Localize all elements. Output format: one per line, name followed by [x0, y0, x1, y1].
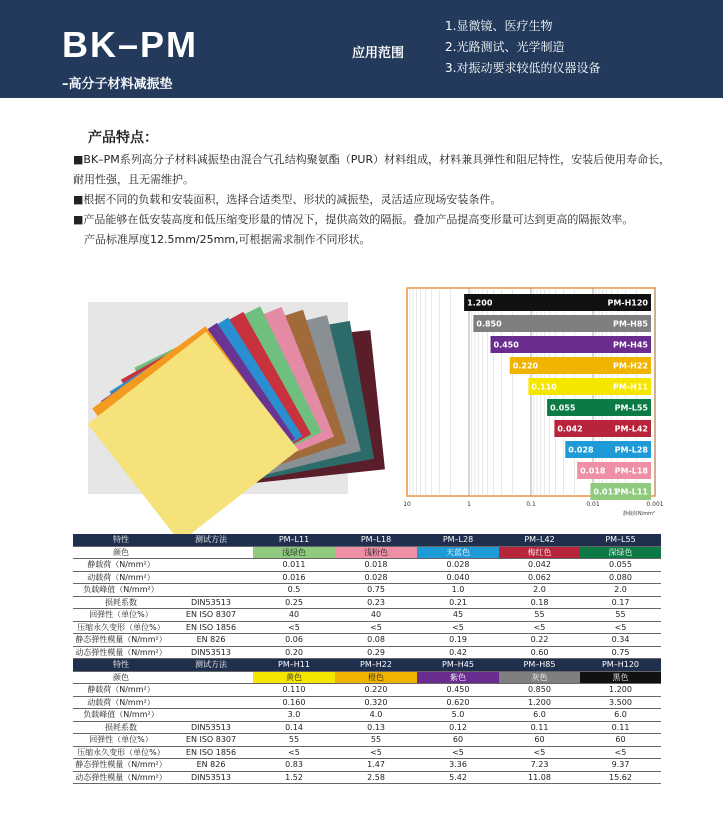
- chart-bar-name-label: PM-H120: [607, 298, 648, 308]
- table-cell: 压缩永久变形（单位%）: [73, 746, 169, 759]
- table-cell: 颜色: [73, 671, 169, 684]
- table-cell: EN ISO 8307: [169, 734, 253, 747]
- table-cell: 0.080: [580, 571, 661, 584]
- table-cell: 3.36: [417, 759, 499, 772]
- table-row: [73, 634, 661, 647]
- table-cell: <5: [335, 621, 417, 634]
- table-row: [73, 621, 661, 634]
- scope-item: 3.对振动要求较低的仪器设备: [445, 61, 601, 75]
- feature-paragraph: 产品标准厚度12.5mm/25mm,可根据需求制作不同形状。: [73, 233, 371, 246]
- table-cell: PM–L18: [335, 534, 417, 546]
- table-cell: 0.75: [580, 646, 661, 659]
- table-cell: [169, 584, 253, 597]
- table-row: [73, 746, 661, 759]
- chart-bar-name-label: PM-L42: [614, 424, 648, 434]
- table-cell: DIN53513: [169, 596, 253, 609]
- table-cell: 静载荷（N/mm²）: [73, 559, 169, 572]
- table-row: [73, 759, 661, 772]
- table-cell: 3.500: [580, 696, 661, 709]
- table-cell: EN ISO 8307: [169, 609, 253, 622]
- chart-bar-name-label: PM-H11: [613, 382, 648, 392]
- table-cell: 55: [580, 609, 661, 622]
- product-title: BK–PM: [62, 24, 199, 65]
- feature-paragraph: ■BK–PM系列高分子材料减振垫由混合气孔结构聚氨酯（PUR）材料组成，材料兼具弹性和阻尼特性，安装后使用寿命长，耐用性强，且无需维护。: [73, 153, 671, 186]
- table-row: [73, 609, 661, 622]
- table-cell: 0.016: [253, 571, 335, 584]
- chart-bar-value-label: 0.055: [550, 403, 576, 413]
- table-row: [73, 684, 661, 697]
- chart-bar-value-label: 0.018: [580, 466, 606, 476]
- table-cell: 0.11: [580, 721, 661, 734]
- scope-item: 1.显微镜、医疗生物: [445, 19, 553, 33]
- table-row: [73, 734, 661, 747]
- table-cell: [169, 696, 253, 709]
- table-cell: 0.220: [335, 684, 417, 697]
- product-photo: [88, 302, 348, 494]
- table-row: [73, 771, 661, 784]
- chart-bar-value-label: 0.450: [493, 340, 519, 350]
- feature-paragraph: ■根据不同的负载和安装面积，选择合适类型、形状的减振垫，灵活适应现场安装条件。: [73, 193, 502, 206]
- table-cell: 4.0: [335, 709, 417, 722]
- table-cell: PM–L42: [499, 534, 580, 546]
- table-cell: 0.75: [335, 584, 417, 597]
- chart-bar-value-label: 0.011: [593, 487, 619, 497]
- table-cell: 1.52: [253, 771, 335, 784]
- color-swatch-cell: 橙色: [335, 671, 417, 684]
- table-cell: [169, 684, 253, 697]
- chart-tick-label: 10: [403, 501, 411, 508]
- table-cell: <5: [499, 746, 580, 759]
- table-row: [73, 721, 661, 734]
- table-cell: 回弹性（单位%）: [73, 734, 169, 747]
- table-cell: 0.42: [417, 646, 499, 659]
- table-cell: 0.850: [499, 684, 580, 697]
- table-cell: 静态弹性模量（N/mm²）: [73, 759, 169, 772]
- table-cell: 0.110: [253, 684, 335, 697]
- table-cell: 0.12: [417, 721, 499, 734]
- table-cell: 负载峰值（N/mm²）: [73, 709, 169, 722]
- chart-svg: [403, 286, 664, 518]
- table-row: [73, 596, 661, 609]
- chart-bar-name-label: PM-H45: [613, 340, 648, 350]
- table-cell: 0.450: [417, 684, 499, 697]
- table-cell: 0.011: [253, 559, 335, 572]
- chart-bar-name-label: PM-L11: [614, 487, 648, 497]
- table-cell: 1.0: [417, 584, 499, 597]
- table-cell: 测试方法: [169, 534, 253, 546]
- color-swatch-cell: 浅绿色: [253, 546, 335, 559]
- chart-bar-name-label: PM-L18: [614, 466, 648, 476]
- table-cell: 0.22: [499, 634, 580, 647]
- table-cell: 6.0: [580, 709, 661, 722]
- table-cell: 0.18: [499, 596, 580, 609]
- table-cell: 7.23: [499, 759, 580, 772]
- table-cell: PM–H85: [499, 659, 580, 672]
- chart-bar-name-label: PM-L55: [614, 403, 648, 413]
- features-text: [73, 150, 673, 250]
- table-cell: 0.018: [335, 559, 417, 572]
- table-cell: 损耗系数: [73, 721, 169, 734]
- table-cell: <5: [253, 746, 335, 759]
- table-cell: 负载峰值（N/mm²）: [73, 584, 169, 597]
- table-cell: 0.60: [499, 646, 580, 659]
- table-cell: 动态弹性模量（N/mm²）: [73, 771, 169, 784]
- table-cell: [169, 709, 253, 722]
- table-cell: 0.08: [335, 634, 417, 647]
- table-cell: 1.47: [335, 759, 417, 772]
- color-swatch-cell: 浅粉色: [335, 546, 417, 559]
- table-cell: [169, 546, 253, 559]
- table-cell: 特性: [73, 659, 169, 672]
- features-title: 产品特点：: [88, 130, 158, 146]
- table-cell: [169, 671, 253, 684]
- table-row: [73, 696, 661, 709]
- table-cell: 15.62: [580, 771, 661, 784]
- table-cell: EN 826: [169, 759, 253, 772]
- spec-table: [73, 534, 661, 784]
- table-cell: 0.028: [417, 559, 499, 572]
- feature-paragraph: ■产品能够在低安装高度和低压缩变形量的情况下，提供高效的隔振。叠加产品提高变形量可达到更高的隔振效率。: [73, 213, 634, 226]
- table-cell: 动载荷（N/mm²）: [73, 571, 169, 584]
- chart-tick-label: 0.01: [586, 501, 600, 508]
- table-cell: 60: [499, 734, 580, 747]
- table-cell: 0.34: [580, 634, 661, 647]
- chart-bar-value-label: 1.200: [467, 298, 493, 308]
- table-cell: 40: [253, 609, 335, 622]
- table-cell: 1.200: [580, 684, 661, 697]
- table-cell: DIN53513: [169, 721, 253, 734]
- scope-item: 2.光路测试、光学制造: [445, 40, 565, 54]
- table-cell: 5.0: [417, 709, 499, 722]
- table-cell: 45: [417, 609, 499, 622]
- table-cell: 0.83: [253, 759, 335, 772]
- table-cell: DIN53513: [169, 646, 253, 659]
- table-cell: 静载荷（N/mm²）: [73, 684, 169, 697]
- table-cell: 0.040: [417, 571, 499, 584]
- chart-bar-value-label: 0.042: [557, 424, 583, 434]
- table-cell: 0.055: [580, 559, 661, 572]
- table-cell: PM–L11: [253, 534, 335, 546]
- table-cell: 0.19: [417, 634, 499, 647]
- chart-bar-value-label: 0.850: [476, 319, 502, 329]
- table-cell: <5: [580, 621, 661, 634]
- table-cell: <5: [580, 746, 661, 759]
- table-cell: <5: [417, 621, 499, 634]
- table-cell: EN 826: [169, 634, 253, 647]
- chart-bar-name-label: PM-H85: [613, 319, 648, 329]
- table-cell: EN ISO 1856: [169, 621, 253, 634]
- color-swatch-cell: 灰色: [499, 671, 580, 684]
- chart-bar-value-label: 0.110: [531, 382, 557, 392]
- table-cell: DIN53513: [169, 771, 253, 784]
- table-row: [73, 559, 661, 572]
- table-cell: 2.0: [499, 584, 580, 597]
- table-cell: PM–L55: [580, 534, 661, 546]
- table-cell: 颜色: [73, 546, 169, 559]
- table-cell: 特性: [73, 534, 169, 546]
- table-cell: 静态弹性模量（N/mm²）: [73, 634, 169, 647]
- table-cell: 1.200: [499, 696, 580, 709]
- table-cell: 回弹性（单位%）: [73, 609, 169, 622]
- table-cell: 9.37: [580, 759, 661, 772]
- table-cell: 2.58: [335, 771, 417, 784]
- static-load-chart: [403, 286, 664, 518]
- table-cell: <5: [253, 621, 335, 634]
- table-row: [73, 571, 661, 584]
- table-cell: 60: [580, 734, 661, 747]
- table-row: [73, 646, 661, 659]
- color-swatch-cell: 黑色: [580, 671, 661, 684]
- table-cell: PM–L28: [417, 534, 499, 546]
- chart-tick-label: 0.001: [646, 501, 664, 508]
- table-cell: 5.42: [417, 771, 499, 784]
- table-cell: 3.0: [253, 709, 335, 722]
- table-cell: 0.17: [580, 596, 661, 609]
- table-cell: PM–H11: [253, 659, 335, 672]
- chart-xlabel: 静载荷N/mm²: [622, 511, 655, 517]
- table-cell: PM–H22: [335, 659, 417, 672]
- table-cell: PM–H45: [417, 659, 499, 672]
- table-row: [73, 709, 661, 722]
- color-swatch-cell: 梅红色: [499, 546, 580, 559]
- table-cell: 0.13: [335, 721, 417, 734]
- table-cell: 损耗系数: [73, 596, 169, 609]
- table-cell: 0.25: [253, 596, 335, 609]
- color-swatch-cell: 天蓝色: [417, 546, 499, 559]
- table-cell: EN ISO 1856: [169, 746, 253, 759]
- table-cell: 2.0: [580, 584, 661, 597]
- table-header-row: [73, 534, 661, 546]
- product-subtitle: –高分子材料减振垫: [62, 77, 173, 92]
- table-cell: <5: [417, 746, 499, 759]
- table-cell: 11.08: [499, 771, 580, 784]
- color-swatch-cell: 紫色: [417, 671, 499, 684]
- table-cell: 0.062: [499, 571, 580, 584]
- color-swatch-cell: 黄色: [253, 671, 335, 684]
- table-cell: 0.21: [417, 596, 499, 609]
- table-cell: 6.0: [499, 709, 580, 722]
- table-cell: [169, 559, 253, 572]
- table-cell: <5: [499, 621, 580, 634]
- table-cell: 55: [253, 734, 335, 747]
- table-cell: 0.14: [253, 721, 335, 734]
- application-scope-list: [445, 16, 600, 79]
- table-cell: 55: [335, 734, 417, 747]
- chart-bar-value-label: 0.220: [512, 361, 539, 371]
- table-cell: 压缩永久变形（单位%）: [73, 621, 169, 634]
- table-cell: 60: [417, 734, 499, 747]
- table-cell: 0.042: [499, 559, 580, 572]
- table-row: [73, 584, 661, 597]
- table-cell: <5: [335, 746, 417, 759]
- table-cell: 动载荷（N/mm²）: [73, 696, 169, 709]
- table-cell: 0.5: [253, 584, 335, 597]
- table-cell: 40: [335, 609, 417, 622]
- chart-bar-name-label: PM-H22: [613, 361, 648, 371]
- chart-bar-name-label: PM-L28: [614, 445, 648, 455]
- table-cell: 测试方法: [169, 659, 253, 672]
- table-header-row: [73, 659, 661, 672]
- color-swatch-cell: 深绿色: [580, 546, 661, 559]
- header-banner: [0, 0, 723, 98]
- table-cell: 0.23: [335, 596, 417, 609]
- application-scope-label: 应用范围: [352, 46, 405, 61]
- table-cell: [169, 571, 253, 584]
- table-cell: 0.06: [253, 634, 335, 647]
- table-cell: 0.20: [253, 646, 335, 659]
- table-cell: 0.29: [335, 646, 417, 659]
- table-cell: 0.028: [335, 571, 417, 584]
- chart-bar-value-label: 0.028: [568, 445, 594, 455]
- table-cell: 0.320: [335, 696, 417, 709]
- table-cell: 动态弹性模量（N/mm²）: [73, 646, 169, 659]
- table-cell: 0.160: [253, 696, 335, 709]
- table-color-row: [73, 671, 661, 684]
- table-color-row: [73, 546, 661, 559]
- table-cell: 0.620: [417, 696, 499, 709]
- table-cell: 0.11: [499, 721, 580, 734]
- table-cell: 55: [499, 609, 580, 622]
- chart-tick-label: 0.1: [526, 501, 536, 508]
- chart-tick-label: 1: [467, 501, 471, 508]
- table-cell: PM–H120: [580, 659, 661, 672]
